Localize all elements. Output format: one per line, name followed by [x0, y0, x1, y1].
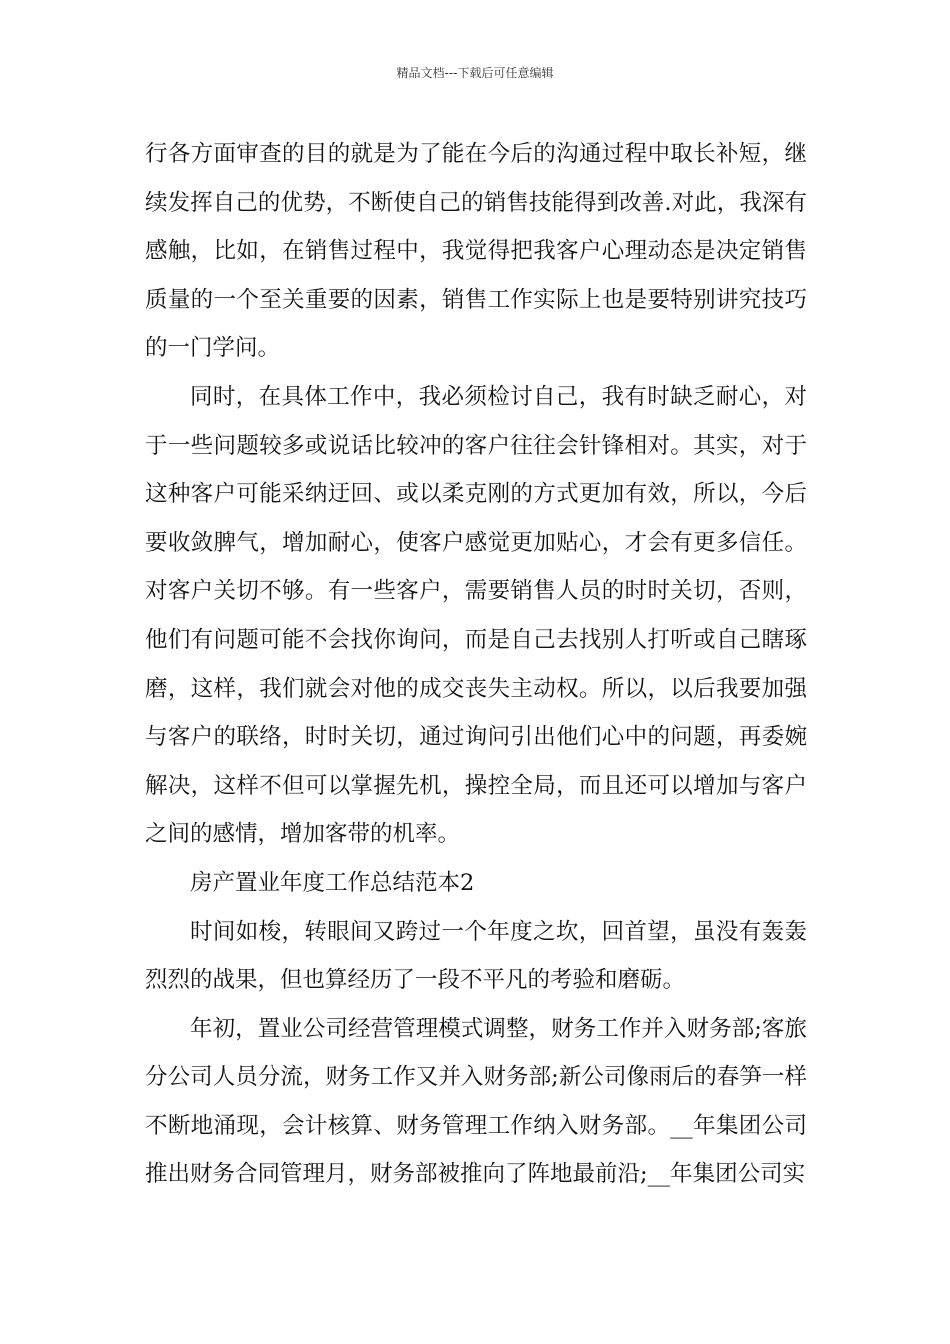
document-body	[145, 130, 807, 1199]
paragraph-intro: 时间如梭，转眼间又跨过一个年度之坎，回首望，虽没有轰轰烈烈的战果，但也算经历了一段不平凡的考验和磨砺。	[145, 918, 807, 994]
paragraph-continuation: 行各方面审查的目的就是为了能在今后的沟通过程中取长补短，继续发挥自己的优势，不断使自己的销售技能得到改善.对此，我深有感触，比如，在销售过程中，我觉得把我客户心理动态是决定销售质量的一个至关重要的因素，销售工作实际上也是要特别讲究技巧的一门学问。	[145, 141, 807, 362]
paragraph-year-start: 年初，置业公司经营管理模式调整，财务工作并入财务部;客旅分公司人员分流，财务工作又并入财务部;新公司像雨后的春笋一样不断地涌现，会计核算、财务管理工作纳入财务部。__年集团公司推出财务合同管理月，财务部被推向了阵地最前沿;__年集团公司实	[145, 1015, 807, 1188]
paragraph-self-review: 同时，在具体工作中，我必须检讨自己，我有时缺乏耐心，对于一些问题较多或说话比较冲的客户往往会针锋相对。其实，对于这种客户可能采纳迂回、或以柔克刚的方式更加有效，所以，今后要收敛脾气，增加耐心，使客户感觉更加贴心，才会有更多信任。对客户关切不够。有一些客户，需要销售人员的时时关切，否则，他们有问题可能不会找你询问，而是自己去找别人打听或自己瞎琢磨，这样，我们就会对他的成交丧失主动权。所以，以后我要加强与客户的联络，时时关切，通过询问引出他们心中的问题，再委婉解决，这样不但可以掌握先机，操控全局，而且还可以增加与客户之间的感情，增加客带的机率。	[145, 383, 807, 848]
section-heading: 房产置业年度工作总结范本2	[190, 869, 475, 896]
page-header: 精品文档---下载后可任意编辑	[396, 66, 554, 80]
